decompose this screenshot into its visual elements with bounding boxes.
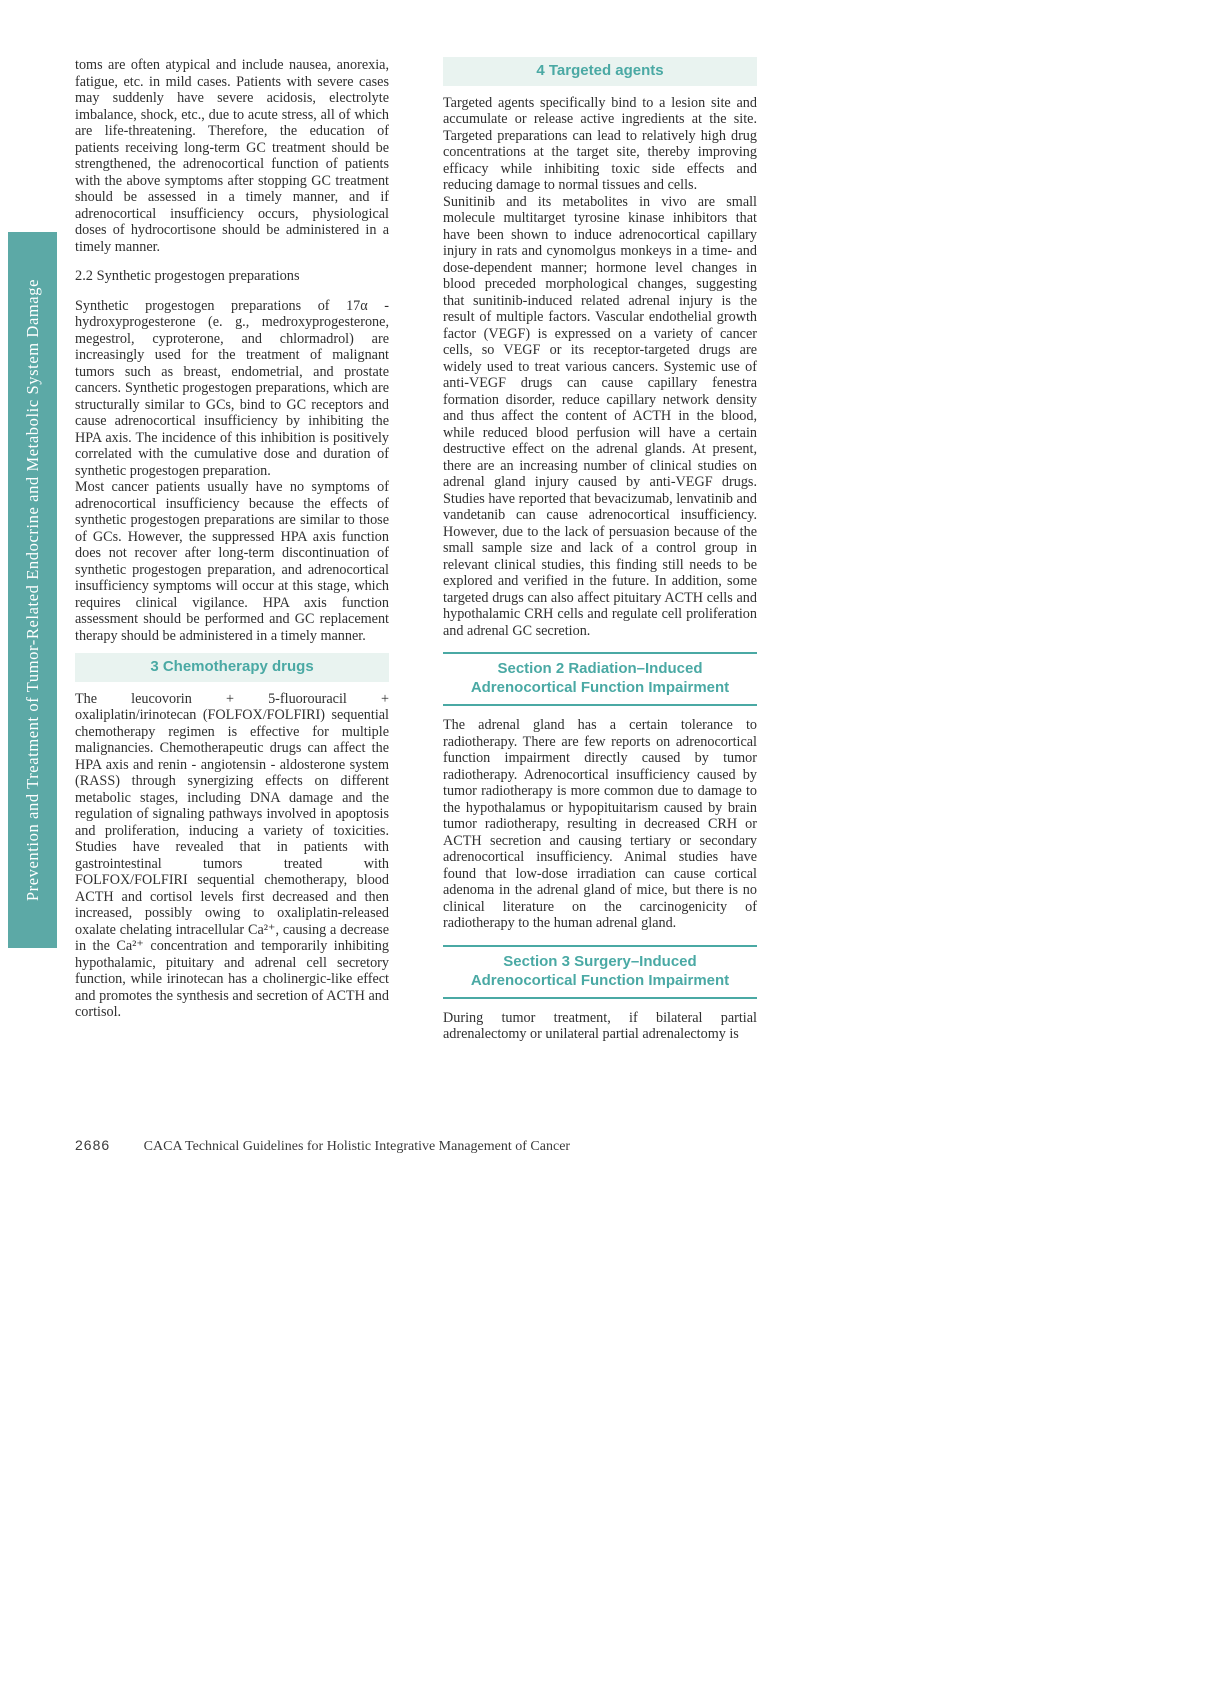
left-column [75,57,389,1021]
paragraph-progestogen-preparations: Synthetic progestogen preparations of 17α - hydroxyprogesterone (e. g., medroxyprogesterone, megestrol, cyproterone, and chlormadrol) are increasingly used for the treatment of malignant tumors such as breast, endometrial, and prostate cancers. Synthetic progestogen preparations, which are structurally similar to GCs, bind to GC receptors and cause adrenocortical insufficiency by inhibiting the HPA axis. The incidence of this inhibition is positively correlated with the cumulative dose and duration of synthetic progestogen preparation. [75,297,389,479]
page-number: 2686 [75,1137,111,1153]
section-heading-targeted-agents: 4 Targeted agents [443,57,757,86]
paragraph-progestogen-insufficiency: Most cancer patients usually have no symptoms of adrenocortical insufficiency because the effects of synthetic progestogen preparations are similar to those of GCs. However, the suppressed HPA axis function does not recover after long-term discontinuation of synthetic progestogen preparation, and adrenocortical insufficiency symptoms will occur at this stage, which requires clinical vigilance. HPA axis function assessment should be performed and GC replacement therapy should be administered in a timely manner. [75,479,389,644]
paragraph-targeted-agents-intro: Targeted agents specifically bind to a lesion site and accumulate or release active ingredients at the site. Targeted preparations can lead to relatively high drug concentrations at the target site, thereby improving efficacy while inhibiting toxic side effects and reducing damage to normal tissues and cells. [443,94,757,193]
paragraph-gc-withdrawal-symptoms: toms are often atypical and include nausea, anorexia, fatigue, etc. in mild cases. Patients with severe cases may suddenly have severe acidosis, electrolyte imbalance, shock, etc., due to acute stress, all of which are life-threatening. Therefore, the education of patients receiving long-term GC treatment should be strengthened, the adrenocortical function of patients with the above symptoms after stopping GC treatment should be assessed in a timely manner, and if adrenocortical insufficiency occurs, physiological doses of hydrocortisone should be administered in a timely manner. [75,57,389,255]
paragraph-surgery-impairment: During tumor treatment, if bilateral partial adrenalectomy or unilateral partial adrenalectomy is [443,1009,757,1042]
section-2-radiation-heading: Section 2 Radiation–Induced Adrenocortical Function Impairment [443,652,757,706]
paragraph-chemotherapy-folfox: The leucovorin + 5-fluorouracil + oxaliplatin/irinotecan (FOLFOX/FOLFIRI) sequential chemotherapy regimen is effective for multiple malignancies. Chemotherapeutic drugs can affect the HPA axis and renin - angiotensin - aldosterone system (RASS) through synergizing effects on different metabolic stages, including DNA damage and the regulation of signaling pathways involved in apoptosis and proliferation, inducing a variety of toxicities. Studies have revealed that in patients with gastrointestinal tumors treated with FOLFOX/FOLFIRI sequential chemotherapy, blood ACTH and cortisol levels first decreased and then increased, possibly owing to oxaliplatin-released oxalate chelating intracellular Ca²⁺, causing a decrease in the Ca²⁺ concentration and temporarily inhibiting hypothalamic, pituitary and adrenal cell secretory function, while irinotecan has a cholinergic-like effect and promotes the synthesis and secretion of ACTH and cortisol. [75,690,389,1020]
running-title: CACA Technical Guidelines for Holistic Integrative Management of Cancer [143,1139,571,1154]
paragraph-sunitinib-vegf: Sunitinib and its metabolites in vivo are small molecule multitarget tyrosine kinase inhibitors that have been shown to induce adrenocortical capillary injury in rats and cynomolgus monkeys in a time- and dose-dependent manner; hormone level changes in blood preceded morphological changes, suggesting that sunitinib-induced related adrenal injury is the result of multiple factors. Vascular endothelial growth factor (VEGF) is expressed on a variety of cancer cells, so VEGF or its receptor-targeted drugs are widely used to treat various cancers. Systemic use of anti-VEGF drugs can cause capillary fenestra formation disorder, reduce capillary network density and thus affect the content of ACTH in the blood, while reduced blood perfusion will have a certain destructive effect on the adrenal glands. At present, there are an increasing number of clinical studies on adrenal gland injury caused by anti-VEGF drugs. Studies have reported that bevacizumab, lenvatinib and vandetanib can cause adrenocortical insufficiency. However, due to the lack of persuasion because of the small sample size and lack of a control group in relevant clinical studies, this finding still needs to be explored and verified in the future. In addition, some targeted drugs can also affect pituitary ACTH cells and hypothalamic CRH cells and regulate cell proliferation and adrenal GC secretion. [443,193,757,639]
chapter-sidebar-band [8,232,57,948]
chapter-title-vertical: Prevention and Treatment of Tumor-Related Endocrine and Metabolic System Damage [22,278,42,902]
page-footer [75,1137,570,1155]
paragraph-radiation-impairment: The adrenal gland has a certain tolerance to radiotherapy. There are few reports on adrenocortical function impairment directly caused by tumor radiotherapy. Adrenocortical insufficiency caused by tumor radiotherapy is more common due to damage to the hypothalamus or hypopituitarism caused by brain tumor radiotherapy, resulting in decreased CRH or ACTH secretion and causing tertiary or secondary adrenocortical insufficiency. Animal studies have found that low-dose irradiation can cause cortical adenoma in the adrenal gland of mice, but there is no clinical literature on the carcinogenicity of radiotherapy to the human adrenal gland. [443,717,757,931]
right-column [443,57,757,1043]
subsection-heading-synthetic-progestogen: 2.2 Synthetic progestogen preparations [75,268,300,284]
section-3-surgery-heading: Section 3 Surgery–Induced Adrenocortical Function Impairment [443,945,757,999]
section-heading-chemotherapy-drugs: 3 Chemotherapy drugs [75,653,389,682]
